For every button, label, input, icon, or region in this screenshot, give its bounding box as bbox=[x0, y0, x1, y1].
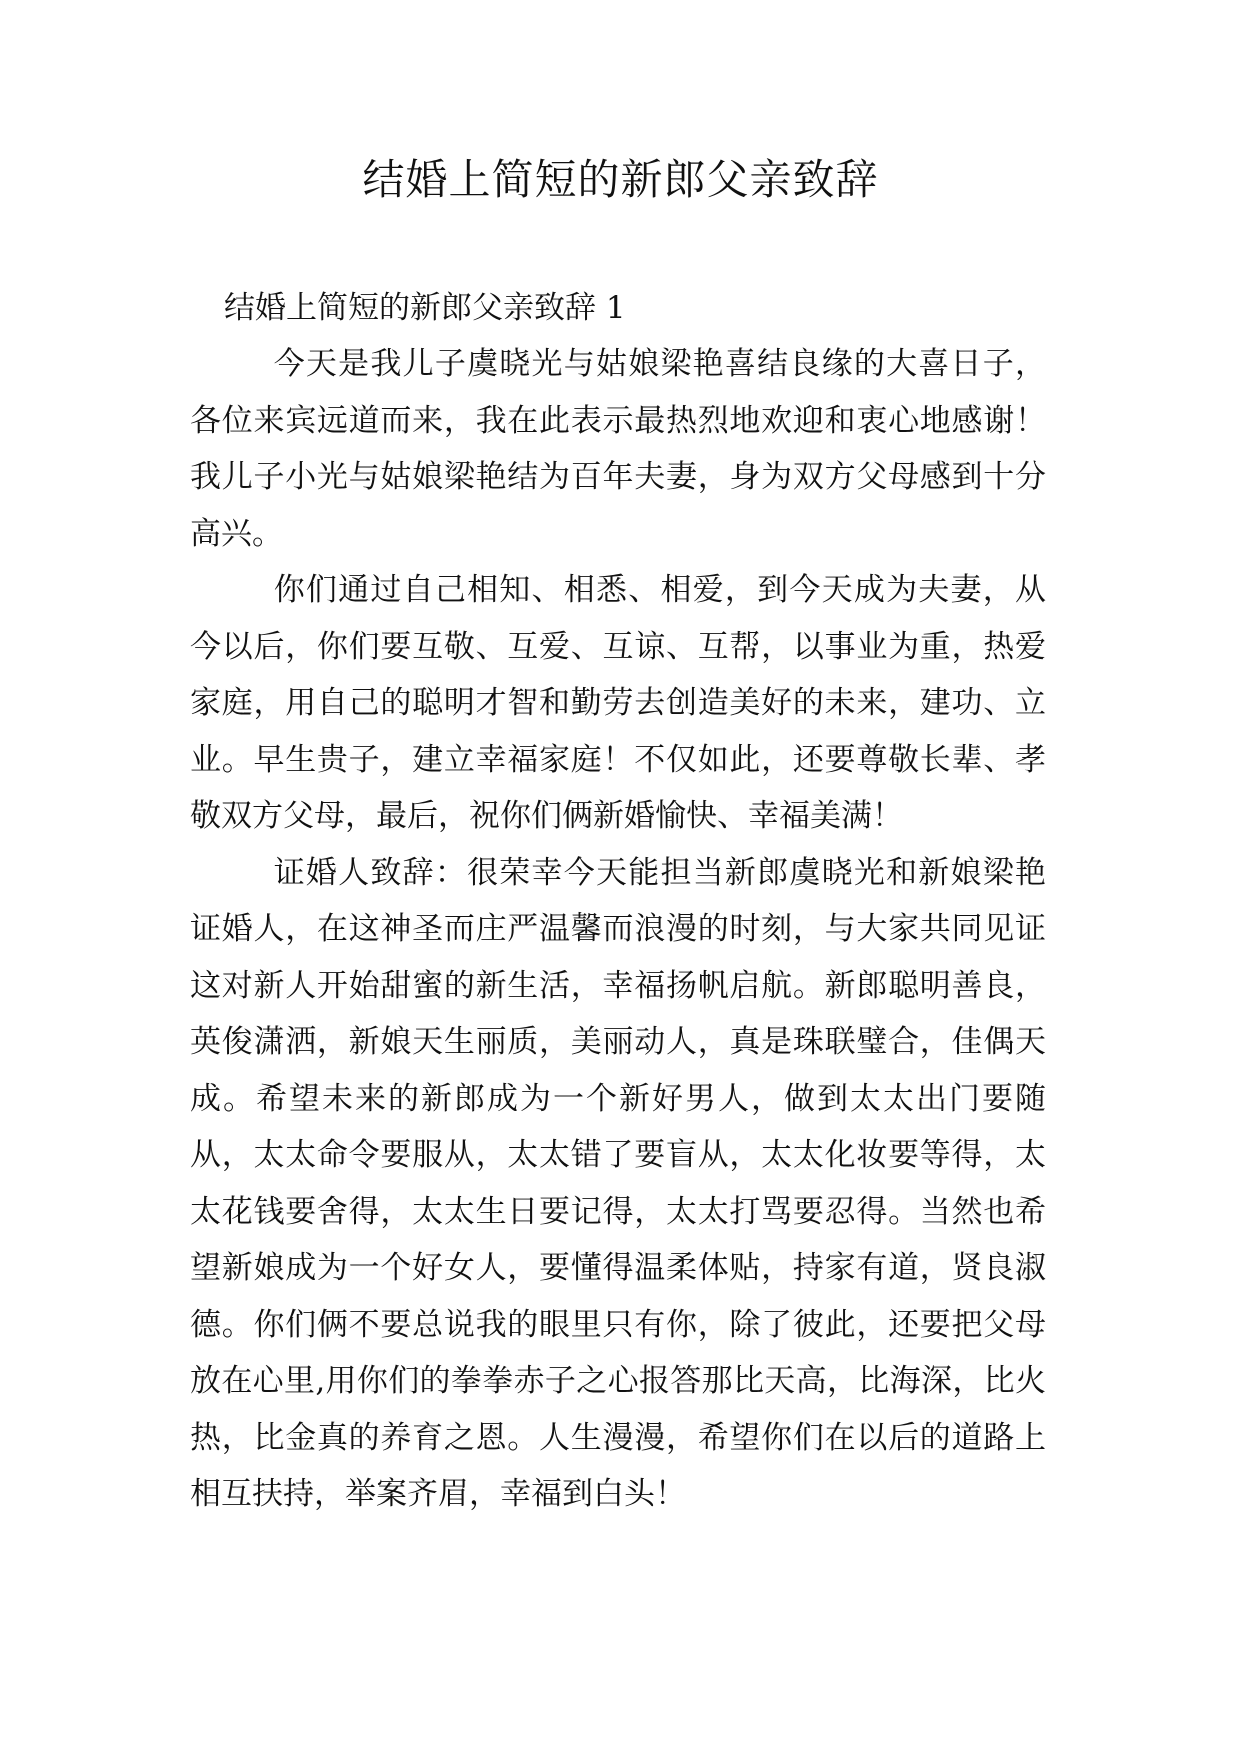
document-title: 结婚上简短的新郎父亲致辞 bbox=[362, 155, 879, 204]
paragraph-blessing: 你们通过自己相知、相悉、相爱，到今天成为夫妻，从今以后，你们要互敬、互爱、互谅、互帮，以事业为重，热爱家庭，用自己的聪明才智和勤劳去创造美好的未来，建功、立业。早生贵子，建立幸福家庭！不仅如此，还要尊敬长辈、孝敬双方父母，最后，祝你们俩新婚愉快、幸福美满！ bbox=[190, 572, 1046, 834]
paragraph-welcome: 今天是我儿子虞晓光与姑娘梁艳喜结良缘的大喜日子，各位来宾远道而来，我在此表示最热烈地欢迎和衷心地感谢！我儿子小光与姑娘梁艳结为百年夫妻，身为双方父母感到十分高兴。 bbox=[190, 346, 1046, 552]
document-body bbox=[190, 336, 1046, 1523]
section-heading: 结婚上简短的新郎父亲致辞 1 bbox=[224, 290, 626, 326]
paragraph-officiant-speech: 证婚人致辞：很荣幸今天能担当新郎虞晓光和新娘梁艳证婚人，在这神圣而庄严温馨而浪漫的时刻，与大家共同见证这对新人开始甜蜜的新生活，幸福扬帆启航。新郎聪明善良，英俊潇洒，新娘天生丽质，美丽动人，真是珠联璧合，佳偶天成。希望未来的新郎成为一个新好男人，做到太太出门要随从，太太命令要服从，太太错了要盲从，太太化妆要等得，太太花钱要舍得，太太生日要记得，太太打骂要忍得。当然也希望新娘成为一个好女人，要懂得温柔体贴，持家有道，贤良淑德。你们俩不要总说我的眼里只有你，除了彼此，还要把父母放在心里,用你们的拳拳赤子之心报答那比天高，比海深，比火热，比金真的养育之恩。人生漫漫，希望你们在以后的道路上相互扶持，举案齐眉，幸福到白头！ bbox=[190, 854, 1046, 1512]
